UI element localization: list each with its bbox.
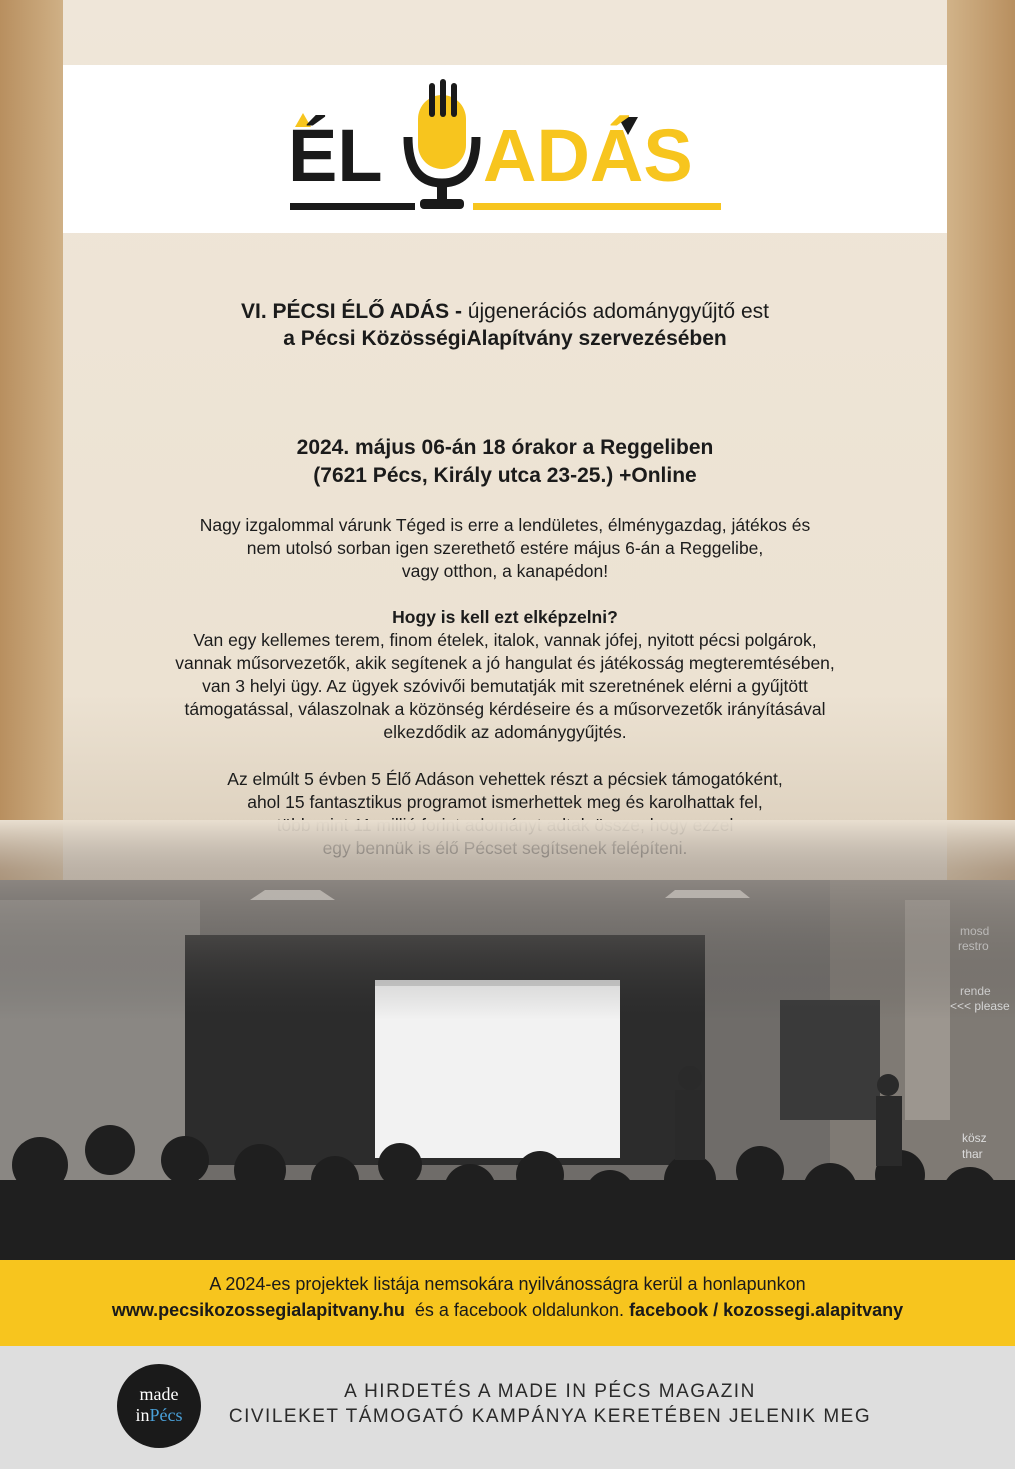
section-title: Hogy is kell ezt elképzelni? <box>392 607 618 627</box>
description-paragraph <box>80 629 930 744</box>
badge-in: in <box>135 1405 150 1425</box>
badge-in-pecs <box>117 1405 201 1426</box>
badge-pecs: Pécs <box>149 1405 183 1425</box>
projects-notice: A 2024-es projektek listája nemsokára nyilvánosságra kerül a honlapunkon <box>209 1274 806 1294</box>
info-bar <box>0 1260 1015 1346</box>
intro-line: vagy otthon, a kanapédon! <box>401 561 609 581</box>
event-title <box>63 298 947 325</box>
description-line: Van egy kellemes terem, finom ételek, italok, vannak jófej, nyitott pécsi polgárok, <box>193 630 817 650</box>
contact-middle-text: és a facebook oldalunkon. <box>404 1300 630 1320</box>
photo-sign: thar <box>962 1147 983 1161</box>
description-line: elkezdődik az adománygyűjtés. <box>383 722 627 742</box>
event-photo-illustration <box>0 820 1015 1260</box>
made-in-pecs-logo <box>117 1364 201 1448</box>
footer-line-1: A HIRDETÉS A MADE IN PÉCS MAGAZIN <box>344 1381 756 1402</box>
logo-underline-black <box>290 203 415 210</box>
contact-line <box>0 1300 1015 1321</box>
intro-line: Nagy izgalommal várunk Téged is erre a lendületes, élménygazdag, játékos és <box>199 515 811 535</box>
event-photo <box>0 820 1015 1260</box>
event-organizer: a Pécsi KözösségiAlapítvány szervezésében <box>283 327 727 350</box>
facebook-link[interactable]: facebook / kozossegi.alapitvany <box>629 1300 904 1320</box>
logo-text-el: ÉL <box>288 114 383 197</box>
logo-band <box>63 65 947 233</box>
description-line: vannak műsorvezetők, akik segítenek a jó hangulat és játékosság megteremtésében, <box>175 653 835 673</box>
footer <box>0 1346 1015 1469</box>
badge-made: made <box>139 1384 179 1404</box>
description-line: támogatással, válaszolnak a közönség kérdéseire és a műsorvezetők irányításával <box>184 699 826 719</box>
photo-sign: kösz <box>962 1131 987 1145</box>
event-address: (7621 Pécs, Király utca 23-25.) +Online <box>313 464 697 487</box>
description-line: van 3 helyi ügy. Az ügyek szóvivői bemutatják mit szeretnének elérni a gyűjtött <box>202 676 808 696</box>
event-title-bold: VI. PÉCSI ÉLŐ ADÁS - <box>241 300 462 323</box>
event-date: 2024. május 06-án 18 órakor a Reggeliben <box>296 436 714 459</box>
intro-paragraph <box>80 514 930 583</box>
elo-adas-logo <box>63 65 947 233</box>
footer-line-2: CIVILEKET TÁMOGATÓ KAMPÁNYA KERETÉBEN JELENIK MEG <box>228 1406 872 1427</box>
history-line: ahol 15 fantasztikus programot ismerhettek meg és karolhattak fel, <box>247 792 763 812</box>
history-line: Az elmúlt 5 évben 5 Élő Adáson vehettek részt a pécsiek támogatóként, <box>227 769 783 789</box>
microphone-icon <box>408 79 476 209</box>
logo-underline-yellow <box>473 203 721 210</box>
event-title-normal: újgenerációs adománygyűjtő est <box>461 300 769 323</box>
website-link[interactable]: www.pecsikozossegialapitvany.hu <box>111 1300 405 1320</box>
logo-text-adas: ADÁS <box>483 114 693 197</box>
intro-line: nem utolsó sorban igen szerethető estére május 6-án a Reggelibe, <box>246 538 764 558</box>
